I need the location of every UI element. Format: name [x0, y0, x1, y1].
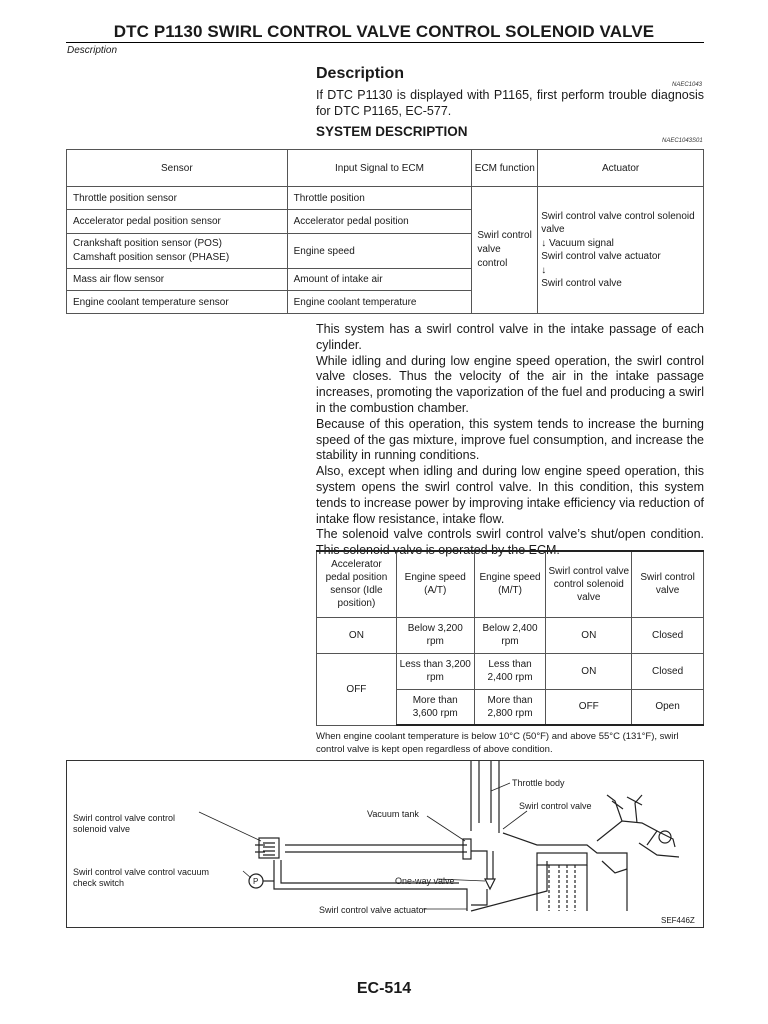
table-row — [67, 187, 704, 210]
sensor-cell: Mass air flow sensor — [67, 269, 288, 291]
actuator-line: ↓ — [541, 264, 547, 276]
cylinder-head — [537, 853, 587, 865]
mt-speed-cell: Below 2,400 rpm — [474, 617, 546, 653]
sensor-line: Crankshaft position sensor (POS) — [73, 238, 222, 249]
leader-line-check-switch — [243, 871, 251, 878]
table-header-row — [317, 551, 704, 617]
ecm-function-cell: Swirl control valve control — [472, 187, 538, 314]
figure-ref-code: SEF446Z — [661, 916, 695, 925]
coolant-note: When engine coolant temperature is below 10°C (50°F) and above 55°C (131°F), swirl control valve is kept open regardless of above condition. — [316, 731, 679, 755]
solenoid-cell: OFF — [546, 689, 632, 725]
pedal-cell: ON — [317, 617, 397, 653]
sensor-cell: Accelerator pedal position sensor — [67, 210, 288, 234]
vacuum-tank-shape — [463, 839, 471, 859]
actuator-cell — [538, 187, 704, 314]
signal-cell: Throttle position — [287, 187, 472, 210]
pedal-cell: OFF — [317, 653, 397, 725]
valve-cell: Closed — [632, 653, 704, 689]
label-swirl-valve: Swirl control valve — [519, 801, 592, 811]
column-header: ECM function — [472, 150, 538, 187]
description-code: NAEC1043 — [672, 82, 703, 88]
system-description-heading: SYSTEM DESCRIPTION — [316, 124, 468, 139]
label-actuator: Swirl control valve actuator — [319, 905, 427, 915]
leader-line-swirl-valve — [503, 811, 527, 829]
valve-cell: Open — [632, 689, 704, 725]
column-header: Input Signal to ECM — [287, 150, 472, 187]
column-header: Sensor — [67, 150, 288, 187]
actuator-rod — [471, 861, 547, 911]
at-speed-cell: More than 3,600 rpm — [396, 689, 474, 725]
actuator-line: ↓ Vacuum signal — [541, 237, 614, 249]
actuator-line: Swirl control valve control solenoid valve — [541, 210, 695, 235]
sensor-cell — [67, 234, 288, 269]
table-row — [317, 653, 704, 689]
actuator-line: Swirl control valve — [541, 278, 622, 289]
label-line: Swirl control valve control — [73, 813, 176, 823]
one-way-valve-shape — [485, 879, 495, 889]
signal-cell: Engine coolant temperature — [287, 291, 472, 314]
piston-shape — [549, 865, 575, 911]
table-row — [317, 617, 704, 653]
at-speed-cell: Less than 3,200 rpm — [396, 653, 474, 689]
label-vacuum-tank: Vacuum tank — [367, 809, 419, 819]
paragraph: While idling and during low engine speed operation, the swirl control valve closes. Thus the velocity of the air in the intake passage increases, promoting the vaporization of the fuel and producing a swirl in the combustion chamber. — [316, 353, 704, 415]
table-header-row — [67, 150, 704, 187]
sensor-cell: Engine coolant temperature sensor — [67, 291, 288, 314]
label-one-way-valve: One-way valve — [395, 876, 455, 886]
valve-springs — [612, 797, 642, 809]
leader-line-throttle — [491, 783, 510, 791]
section-label: Description — [67, 45, 118, 56]
paragraph: This system has a swirl control valve in the intake passage of each cylinder. — [316, 322, 704, 352]
description-text: If DTC P1130 is displayed with P1165, first perform trouble diagnosis for DTC P1165, EC-577. — [316, 88, 704, 118]
label-solenoid-valve — [73, 813, 175, 835]
label-check-switch — [73, 867, 209, 889]
signal-cell: Engine speed — [287, 234, 472, 269]
paragraph: Because of this operation, this system tends to increase the burning speed of the gas mixture, improve fuel consumption, and increase the stability in running conditions. — [316, 416, 704, 463]
column-header: Swirl control valve — [632, 551, 704, 617]
solenoid-cell: ON — [546, 653, 632, 689]
label-throttle-body: Throttle body — [512, 778, 565, 788]
label-line: Swirl control valve control vacuum — [73, 867, 210, 877]
sensor-table — [66, 149, 704, 314]
intake-manifold-shape — [597, 795, 657, 845]
sensor-line: Camshaft position sensor (PHASE) — [73, 252, 230, 263]
at-speed-cell: Below 3,200 rpm — [396, 617, 474, 653]
paragraph: The solenoid valve controls swirl control valve’s shut/open condition. This solenoid valve is operated by the ECM. — [316, 527, 704, 558]
pressure-switch-mark: P — [253, 877, 259, 886]
mt-speed-cell: More than 2,800 rpm — [474, 689, 546, 725]
description-heading: Description — [316, 65, 405, 82]
piston-rod-shape — [602, 861, 627, 873]
column-header: Swirl control valve control solenoid valve — [546, 551, 632, 617]
engine-head-shape — [503, 833, 627, 911]
valve-cell: Closed — [632, 617, 704, 653]
column-header: Engine speed (A/T) — [396, 551, 474, 617]
solenoid-cell: ON — [546, 617, 632, 653]
system-body-text — [316, 322, 704, 559]
vacuum-pipe — [285, 845, 467, 852]
signal-cell: Amount of intake air — [287, 269, 472, 291]
leader-line-solenoid — [199, 812, 261, 841]
mt-speed-cell: Less than 2,400 rpm — [474, 653, 546, 689]
label-line: solenoid valve — [73, 824, 131, 834]
system-description-code: NAEC1043S01 — [662, 138, 703, 144]
column-header: Accelerator pedal position sensor (Idle position) — [317, 551, 397, 617]
throttle-body-shape — [471, 761, 499, 833]
page-number: EC-514 — [356, 980, 412, 997]
label-line: check switch — [73, 878, 125, 888]
system-diagram — [66, 760, 704, 928]
sensor-cell: Throttle position sensor — [67, 187, 288, 210]
actuator-line: Swirl control valve actuator — [541, 251, 661, 262]
title-rule — [66, 42, 704, 43]
diagram-drawing — [67, 761, 703, 927]
column-header: Actuator — [538, 150, 704, 187]
page-title: DTC P1130 SWIRL CONTROL VALVE CONTROL SOLENOID VALVE — [113, 22, 655, 41]
paragraph: Also, except when idling and during low engine speed operation, this system opens the swirl control valve. In this condition, this system tends to increase power by improving intake efficiency via reduction of intake flow resistance, intake flow. — [316, 464, 704, 526]
signal-cell: Accelerator pedal position — [287, 210, 472, 234]
leader-line-vacuum-tank — [427, 816, 465, 841]
one-way-valve-pipe — [471, 851, 493, 879]
operation-table — [316, 550, 704, 726]
column-header: Engine speed (M/T) — [474, 551, 546, 617]
